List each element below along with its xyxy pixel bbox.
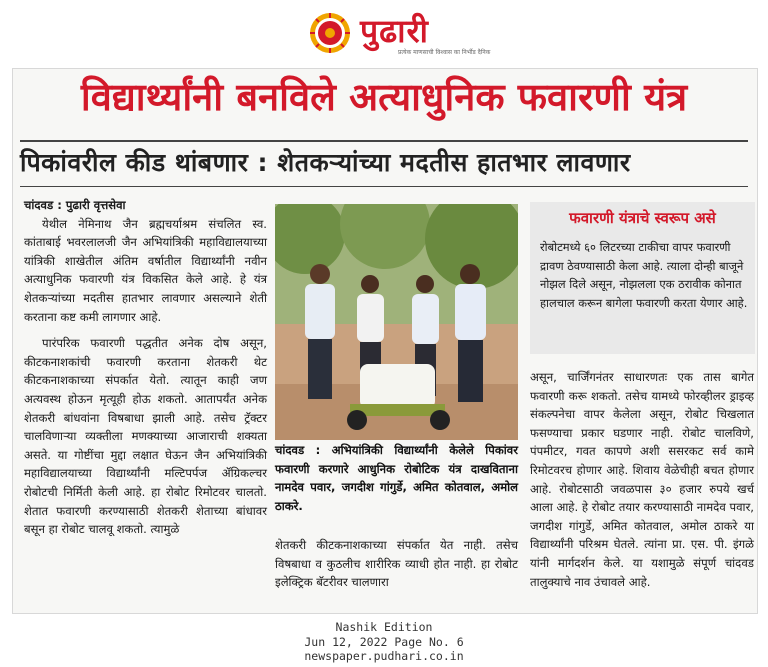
- paragraph-4: असून, चार्जिंगनंतर साधारणतः एक तास बागेत फवारणी करू शकतो. तसेच यामध्ये फोरव्हीलर ड्राइव्ह संकल्पनेचा वापर केलेला असून, रोबोट चिखलात फसण्याचा प्रकार घडणार नाही. रोबोट चालविणे, पंपमीटर, गवत कापणे अशी ससरकट सर्व कामे रिमोटवरच होणार आहे. शिवाय वेळेचीही बचत होणार आहे. रोबोटसाठी जवळपास ३० हजार रुपये खर्च आला आहे. हे रोबोट तयार करण्यासाठी नामदेव पवार, जगदीश गांगुर्डे, अमित कोतवाल, अमोल ठाकरे या विद्यार्थ्यांनी परिश्रम घेतले. त्यांना प्रा. एस. पी. इंगळे यांनी मार्गदर्शन केले. या यशामुळे संपूर्ण चांदवड तालुक्याचे नाव उंचावले आहे.: [530, 370, 754, 589]
- edition-website: newspaper.pudhari.co.in: [304, 649, 464, 663]
- dateline: चांदवड : पुढारी वृत्तसेवा: [24, 198, 126, 212]
- edition-name: Nashik Edition: [335, 620, 433, 634]
- sidebox-title: फवारणी यंत्राचे स्वरूप असे: [569, 209, 716, 227]
- masthead: [0, 0, 768, 66]
- subhead-rule: [20, 186, 748, 187]
- photo-caption: चांदवड : अभियांत्रिकी विद्यार्थ्यांनी केलेले पिकांवर फवारणी करणारे आधुनिक रोबोटिक यंत्र दाखविताना नामदेव पवार, जगदीश गांगुर्डे, अमित कोतवाल, अमोल ठाकरे.: [275, 443, 518, 513]
- paragraph-1: येथील नेमिनाथ जैन ब्रह्मचर्याश्रम संचलित स्व. कांताबाई भवरलालजी जैन अभियांत्रिकी महाविद्यालयाच्या यांत्रिकी शाखेतील अंतिम वर्षातील विद्यार्थ्यांनी नवीन अत्याधुनिक फवारणी यंत्र विकसित केले आहे. हे यंत्र शेतकऱ्यांच्या मदतीस हातभार लावणार असल्याने शेती करताना कष्ट कमी लागणार आहे.: [24, 216, 267, 324]
- sidebox-body: रोबोटमध्ये ६० लिटरच्या टाकीचा वापर फवारणी द्रावण ठेवण्यासाठी केला आहे. त्याला दोन्ही बाजूने नोझल दिले असून, नोझलला एक ठरावीक कोनात हालचाल करून बागेला फवारणी करता येणार आहे.: [540, 240, 748, 310]
- article-subheadline: पिकांवरील कीड थांबणार : शेतकऱ्यांच्या मदतीस हातभार लावणार: [20, 148, 631, 177]
- edition-date-page: Jun 12, 2022 Page No. 6: [304, 634, 464, 649]
- logo-wordmark: पुढारी: [360, 12, 429, 50]
- edition-footer: [0, 620, 768, 664]
- paragraph-2: पारंपरिक फवारणी पद्धतीत अनेक दोष असून, कीटकनाशकांची फवारणी करताना शेतकरी थेट कीटकनाशकाच्या संपर्कात येतो. त्यातून काही जण अत्यवस्थ होऊन मृत्यूही होऊ शकतो. आतापर्यंत अनेक शेतकरी बांधवांना विषबाधा झाली आहे. तसेच ट्रॅक्टर चालविणाऱ्या व्यक्तीला मणक्याच्या आजाराची शक्यता असते. या गोष्टींचा मुद्दा लक्षात घेऊन जैन अभियांत्रिकी महाविद्यालयाच्या विद्यार्थ्यांनी मल्टिपर्पज ॲग्रिकल्चर रोबोटची निर्मिती केली आहे. हा रोबोट रिमोटवर चालतो. शेतात फवारणी करण्यासाठी शेतकरी शेताच्या बांधावर बसून हा रोबोट चालवू शकतो. त्यामुळे: [24, 336, 267, 537]
- article-headline: विद्यार्थ्यांनी बनविले अत्याधुनिक फवारणी यंत्र: [80, 75, 688, 119]
- paragraph-3: शेतकरी कीटकनाशकाच्या संपर्कात येत नाही. तसेच विषबाधा व कुठलीच शारीरिक व्याधी होत नाही. हा रोबोट इलेक्ट्रिक बॅटरीवर चालणारा: [275, 538, 518, 590]
- masthead-tagline: प्रत्येक माणसाची विश्वास का निर्भीड दैनिक: [398, 49, 491, 56]
- students-with-robot-image: [275, 204, 518, 440]
- column-1: [24, 196, 267, 539]
- column-3: [530, 368, 754, 591]
- column-2: [275, 536, 518, 592]
- logo-emblem-icon: [309, 12, 351, 54]
- article-photo: [275, 204, 518, 440]
- headline-rule: [20, 140, 748, 142]
